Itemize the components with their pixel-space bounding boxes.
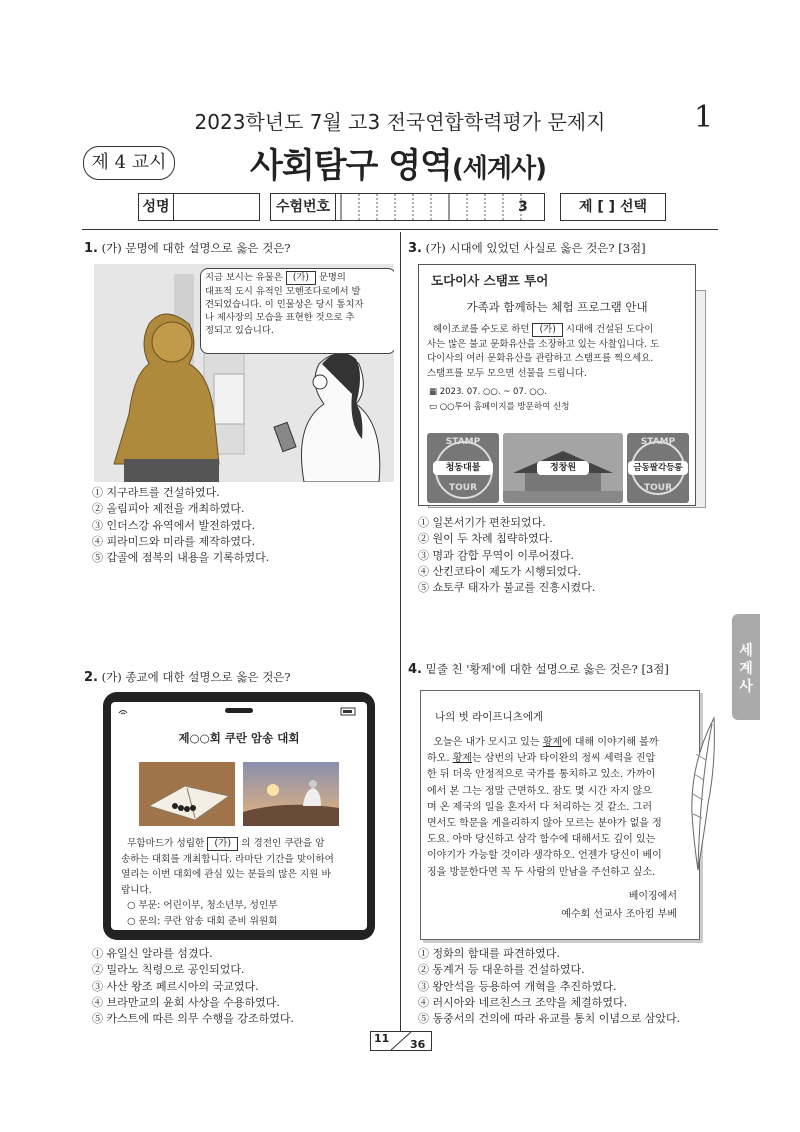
question-1-text: (가) 문명에 대한 설명으로 옳은 것은? bbox=[101, 241, 291, 255]
page-total: 36 bbox=[410, 1038, 426, 1051]
column-divider bbox=[400, 232, 401, 1032]
poster-line: 무함마드가 성립한 bbox=[127, 838, 205, 849]
option-2[interactable]: ② 밀라노 칙령으로 공인되었다. bbox=[92, 963, 245, 977]
option-5[interactable]: ⑤ 갑골에 점복의 내용을 기록하였다. bbox=[92, 551, 270, 565]
question-1-options bbox=[92, 485, 269, 566]
side-tab-char: 계 bbox=[739, 661, 753, 677]
flyer-line: 헤이조쿄를 수도로 하던 bbox=[432, 324, 530, 335]
option-2[interactable]: ② 올림피아 제전을 개최하였다. bbox=[92, 502, 245, 516]
computer-icon: ▭ bbox=[429, 402, 438, 412]
exam-number-cells bbox=[336, 194, 544, 220]
option-1[interactable]: ① 지구라트를 건설하였다. bbox=[92, 486, 220, 499]
letter-body bbox=[427, 735, 689, 881]
question-4-stem bbox=[408, 661, 669, 677]
stamp-card-2 bbox=[503, 433, 623, 503]
question-2-stem bbox=[84, 669, 291, 685]
name-field bbox=[138, 193, 260, 221]
bubble-line: 대표적 도시 유적인 모헨조다로에서 발 bbox=[205, 286, 361, 297]
phone-screen bbox=[111, 702, 367, 930]
question-1-number: 1. bbox=[84, 241, 98, 256]
option-5[interactable]: ⑤ 카스트에 따른 의무 수행을 강조하였다. bbox=[92, 1012, 294, 1026]
letter-line: 하오. bbox=[427, 753, 453, 765]
bubble-line: 나 제사장의 모습을 표현한 것으로 추 bbox=[205, 312, 355, 323]
letter-line: 이야기가 가능할 것이라 생각하오. 언젠가 당신이 베이 bbox=[427, 850, 662, 862]
status-bar bbox=[111, 704, 367, 718]
flyer-card bbox=[418, 264, 696, 506]
letter-line: 도요. 아마 당신하고 삼각 함수에 대해서도 깊이 있는 bbox=[427, 834, 656, 846]
stamp-label: 금동팔각등롱 bbox=[628, 461, 688, 475]
underlined-emperor: 황제 bbox=[542, 737, 563, 748]
flyer-line: 사는 많은 불교 문화유산을 소장하고 있는 사찰입니다. 도 bbox=[427, 338, 660, 350]
poster-bullet: ○ 부문: 어린이부, 청소년부, 성인부 bbox=[127, 900, 278, 911]
side-tab-char: 세 bbox=[739, 643, 753, 659]
q1-illustration bbox=[94, 264, 394, 482]
exam-number-digit: 3 bbox=[518, 199, 528, 215]
option-1[interactable]: ① 정화의 함대를 파견하였다. bbox=[418, 947, 560, 960]
page-current: 11 bbox=[374, 1032, 390, 1045]
option-2[interactable]: ② 동계거 등 대운하를 건설하였다. bbox=[418, 963, 585, 977]
flyer-line: 시대에 건설된 도다이 bbox=[565, 324, 654, 335]
flyer-title-bar bbox=[419, 271, 569, 289]
question-3-number: 3. bbox=[408, 241, 422, 256]
question-4-options bbox=[418, 946, 680, 1027]
ga-box: (가) bbox=[532, 323, 562, 337]
option-4[interactable]: ④ 피라미드와 미라를 제작하였다. bbox=[92, 534, 256, 548]
flyer-date: 2023. 07. ○○. ~ 07. ○○. bbox=[439, 387, 547, 397]
phone-frame bbox=[103, 692, 375, 940]
question-2-options bbox=[92, 946, 294, 1027]
letter-line: 는 삼번의 난과 타이완의 정씨 세력을 진압 bbox=[472, 753, 656, 765]
option-1[interactable]: ① 일본서기가 편찬되었다. bbox=[418, 516, 546, 529]
letter-signature: 예수회 선교사 조아킴 부베 bbox=[561, 909, 677, 920]
letter-line: 한 뒤 더욱 안정적으로 국가를 통치하고 있소. 가까이 bbox=[427, 769, 656, 781]
exam-title: 2023학년도 7월 고3 전국연합학력평가 문제지 bbox=[194, 110, 606, 134]
question-3-text: (가) 시대에 있었던 사실로 옳은 것은? [3점] bbox=[425, 241, 646, 255]
flyer-apply: ○○투어 홈페이지를 방문하여 신청 bbox=[439, 402, 570, 412]
select-field bbox=[560, 193, 666, 221]
option-2[interactable]: ② 원이 두 차례 침략하였다. bbox=[418, 532, 553, 546]
stamp-card-1 bbox=[427, 433, 499, 503]
option-3[interactable]: ③ 명과 감합 무역이 이루어졌다. bbox=[418, 548, 574, 562]
subject-name: 사회탐구 영역 bbox=[250, 146, 452, 186]
poster-title: 제○○회 쿠란 암송 대회 bbox=[178, 731, 300, 745]
letter-salutation: 나의 벗 라이프니츠에게 bbox=[435, 711, 544, 723]
letter-line: 오늘은 내가 모시고 있는 bbox=[433, 737, 543, 748]
stamp-label: 청동대불 bbox=[433, 461, 493, 475]
stamp-label: 정창원 bbox=[537, 461, 589, 475]
letter-line: 에 대해 이야기해 볼까 bbox=[562, 737, 659, 748]
stamp-card-3 bbox=[627, 433, 689, 503]
flyer-line: 다이사의 여러 문화유산을 관람하고 스탬프를 찍으세요. bbox=[427, 353, 654, 364]
flyer-subtitle: 가족과 함께하는 체험 프로그램 안내 bbox=[466, 300, 648, 314]
header-divider bbox=[82, 229, 718, 230]
flyer-line: 스탬프를 모두 모으면 선물을 드립니다. bbox=[427, 367, 587, 379]
bubble-line: 지금 보시는 유물은 bbox=[205, 272, 283, 283]
question-4-number: 4. bbox=[408, 662, 422, 677]
poster-text bbox=[121, 836, 361, 929]
tour-flyer bbox=[418, 264, 704, 508]
quill-icon bbox=[684, 714, 724, 874]
underlined-emperor: 황제 bbox=[452, 753, 473, 765]
name-blank bbox=[174, 194, 259, 220]
prayer-photo bbox=[243, 762, 339, 826]
poster-line: 열리는 이번 대회에 관심 있는 분들의 많은 지원 바 bbox=[121, 869, 331, 880]
stamp-word: STAMP bbox=[640, 437, 676, 447]
speech-bubble bbox=[200, 268, 394, 354]
subject-side-tab bbox=[732, 614, 760, 720]
flyer-body bbox=[427, 323, 689, 381]
option-3[interactable]: ③ 인더스강 유역에서 발전하였다. bbox=[92, 518, 256, 532]
poster-bullet: ○ 문의: 쿠란 암송 대회 준비 위원회 bbox=[127, 915, 278, 927]
option-4[interactable]: ④ 러시아와 네르친스크 조약을 체결하였다. bbox=[418, 995, 628, 1009]
ga-box: (가) bbox=[207, 837, 238, 851]
bubble-line: 견되었습니다. 이 인물상은 당시 통치자 bbox=[205, 299, 364, 310]
exam-number-field bbox=[270, 193, 545, 221]
stamp-word: STAMP bbox=[445, 437, 481, 447]
question-3-stem bbox=[408, 240, 646, 256]
poster-line: 송하는 대회를 개최합니다. 라마단 기간을 맞이하여 bbox=[121, 853, 334, 865]
option-3[interactable]: ③ 왕안석을 등용하여 개혁을 추진하였다. bbox=[418, 979, 617, 993]
side-tab-char: 사 bbox=[739, 679, 753, 695]
subject-title bbox=[250, 138, 546, 187]
quran-photo bbox=[139, 762, 235, 826]
letter-line: 면서도 학문을 게을리하지 않아 모르는 분야가 없을 정 bbox=[427, 818, 662, 830]
option-3[interactable]: ③ 사산 왕조 페르시아의 국교였다. bbox=[92, 979, 259, 993]
select-label: 제 [ ] 선택 bbox=[579, 199, 647, 215]
name-label: 성명 bbox=[139, 194, 174, 220]
poster-line: 랍니다. bbox=[121, 884, 152, 896]
bubble-line: 문명의 bbox=[318, 272, 346, 283]
calendar-icon: ▦ bbox=[429, 387, 438, 397]
question-1-stem bbox=[84, 240, 291, 256]
stamp-word: TOUR bbox=[448, 483, 478, 493]
question-4-text: 밑줄 친 '황제'에 대한 설명으로 옳은 것은? [3점] bbox=[425, 662, 669, 676]
flyer-details bbox=[429, 385, 569, 415]
exam-number-label: 수험번호 bbox=[271, 194, 336, 220]
question-3-options bbox=[418, 515, 595, 596]
subject-sub: (세계사) bbox=[451, 154, 547, 184]
bubble-line: 정되고 있습니다. bbox=[205, 325, 274, 336]
option-5[interactable]: ⑤ 동중서의 건의에 따라 유교를 통치 이념으로 삼았다. bbox=[418, 1012, 681, 1026]
question-2-text: (가) 종교에 대한 설명으로 옳은 것은? bbox=[101, 670, 291, 684]
letter-place: 베이징에서 bbox=[628, 891, 677, 902]
ga-box: (가) bbox=[286, 271, 316, 285]
letter-line: 징을 방문한다면 꼭 두 사람의 만남을 주선하고 싶소. bbox=[427, 866, 656, 878]
option-4[interactable]: ④ 산킨코타이 제도가 시행되었다. bbox=[418, 564, 582, 578]
stamp-word: TOUR bbox=[643, 483, 673, 493]
period-label: 제 4 교시 bbox=[83, 146, 175, 180]
option-1[interactable]: ① 유일신 알라를 섬겼다. bbox=[92, 947, 213, 960]
option-5[interactable]: ⑤ 쇼토쿠 태자가 불교를 진흥시켰다. bbox=[418, 581, 596, 595]
letter-paper bbox=[420, 690, 700, 940]
option-4[interactable]: ④ 브라만교의 윤회 사상을 수용하였다. bbox=[92, 995, 280, 1009]
letter-line: 에서 본 그는 정말 근면하오. 잠도 몇 시간 자지 않으 bbox=[427, 785, 652, 797]
page-number: 1 bbox=[694, 100, 714, 135]
letter-line: 며 온 제국의 일을 혼자서 다 처리하는 것 같소. 그러 bbox=[427, 801, 652, 813]
poster-line: 의 경전인 쿠란을 암 bbox=[241, 838, 325, 849]
flyer-title: 도다이사 스탬프 투어 bbox=[431, 273, 549, 288]
question-2-number: 2. bbox=[84, 670, 98, 685]
